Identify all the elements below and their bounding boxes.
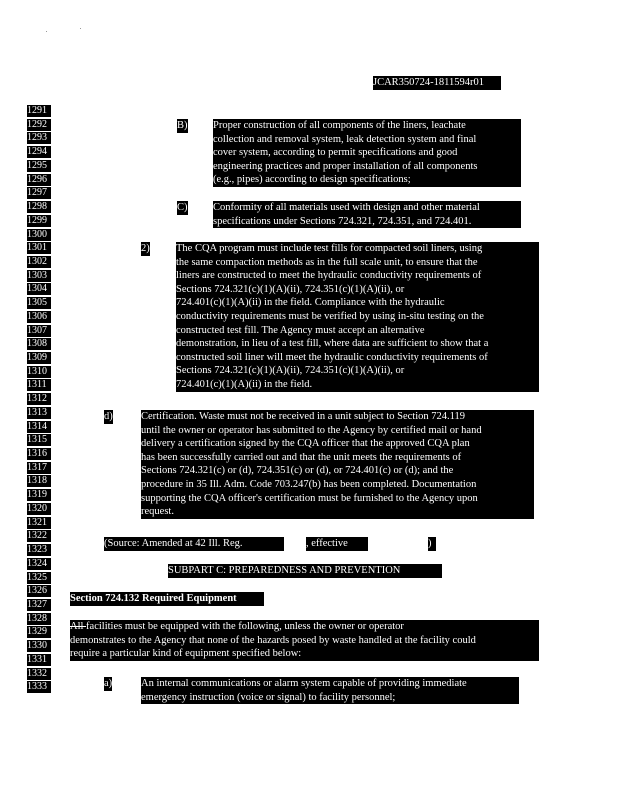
- text-line: Conformity of all materials used with design and other material: [213, 202, 480, 213]
- line-number: 1296: [27, 174, 51, 186]
- text-line: Proper construction of all components of the liners, leachate: [213, 120, 466, 131]
- text-line: the same compaction methods as in the full scale unit, to ensure that the: [176, 256, 478, 268]
- item-2-text: [176, 242, 539, 392]
- line-number: 1317: [27, 462, 51, 474]
- line-number: 1292: [27, 119, 51, 131]
- text-line: emergency instruction (voice or signal) to facility personnel;: [141, 691, 396, 703]
- line-number: 1315: [27, 434, 51, 446]
- text-line: constructed test fill. The Agency must accept an alternative: [176, 324, 425, 336]
- line-number: 1293: [27, 132, 51, 144]
- line-number: 1333: [27, 681, 51, 693]
- line-number: 1313: [27, 407, 51, 419]
- item-label-a: a): [104, 678, 113, 689]
- line-number: 1318: [27, 475, 51, 487]
- text-line: Sections 724.321(c)(1)(A)(ii), 724.351(c)(1)(A)(ii), or: [176, 365, 405, 377]
- line-number: 1322: [27, 530, 51, 542]
- text-line: constructed soil liner will meet the hydraulic conductivity requirements of: [176, 351, 488, 363]
- item-label-B: B): [177, 120, 188, 131]
- line-number: 1311: [27, 379, 51, 391]
- line-number: 1291: [27, 105, 51, 117]
- line-number: 1305: [27, 297, 51, 309]
- item-label-d: d): [104, 411, 113, 422]
- text-line: engineering practices and proper installation of all components: [213, 160, 478, 172]
- item-a-text: [141, 677, 519, 704]
- text-line: cover system, according to permit specifications and good: [213, 147, 458, 159]
- line-number: 1309: [27, 352, 51, 364]
- text-line: conductivity requirements must be verified by using in-situ testing on the: [176, 310, 484, 322]
- line-number: 1297: [27, 187, 51, 199]
- text-line: An internal communications or alarm system capable of providing immediate: [141, 678, 467, 689]
- source-close: ): [428, 537, 436, 551]
- text-line: demonstration, in lieu of a test fill, where data are sufficient to show that a: [176, 338, 489, 350]
- source-effective: , effective: [306, 537, 368, 551]
- text-line: procedure in 35 Ill. Adm. Code 703.247(b) has been completed. Documentation: [141, 478, 477, 490]
- text-line: delivery a certification signed by the CQA officer that the approved CQA plan: [141, 438, 470, 450]
- text-line: demonstrates to the Agency that none of the hazards posed by waste handled at the facility could: [70, 634, 476, 646]
- line-number: 1324: [27, 558, 51, 570]
- text-line: require a particular kind of equipment specified below:: [70, 648, 302, 660]
- item-label-2: 2): [141, 243, 150, 254]
- line-number: 1316: [27, 448, 51, 460]
- line-number: 1321: [27, 517, 51, 529]
- text-line: (e.g., pipes) according to design specifications;: [213, 174, 411, 186]
- text-line: specifications under Sections 724.321, 724.351, and 724.401.: [213, 215, 472, 227]
- line-number: 1329: [27, 626, 51, 638]
- scan-speck: [46, 31, 47, 32]
- line-number: 1310: [27, 366, 51, 378]
- item-C-text: [213, 201, 521, 228]
- line-number: 1326: [27, 585, 51, 597]
- line-number: 1306: [27, 311, 51, 323]
- struck-text: All: [70, 621, 87, 632]
- document-id: JCAR350724-1811594r01: [373, 76, 501, 90]
- line-number: 1320: [27, 503, 51, 515]
- section-heading: Section 724.132 Required Equipment: [70, 592, 264, 606]
- intro-paragraph: [70, 620, 539, 661]
- line-number: 1299: [27, 215, 51, 227]
- line-number: 1300: [27, 229, 51, 241]
- line-number: 1307: [27, 325, 51, 337]
- line-number: 1302: [27, 256, 51, 268]
- line-number: 1327: [27, 599, 51, 611]
- line-number: 1328: [27, 613, 51, 625]
- line-number: 1312: [27, 393, 51, 405]
- line-number: 1301: [27, 242, 51, 254]
- line-number: 1298: [27, 201, 51, 213]
- line-number: 1308: [27, 338, 51, 350]
- text-line: 724.401(c)(1)(A)(ii) in the field.: [176, 378, 313, 390]
- line-number: 1303: [27, 270, 51, 282]
- text-line: collection and removal system, leak detection system and final: [213, 133, 477, 145]
- line-number: 1332: [27, 668, 51, 680]
- text-line: The CQA program must include test fills for compacted soil liners, using: [176, 243, 483, 254]
- line-number: 1314: [27, 421, 51, 433]
- text-line: supporting the CQA officer's certification must be furnished to the Agency upon: [141, 492, 478, 504]
- item-d-text: [141, 410, 534, 519]
- line-number: 1325: [27, 572, 51, 584]
- text-line: Sections 724.321(c)(1)(A)(ii), 724.351(c)(1)(A)(ii), or: [176, 283, 405, 295]
- item-B-text: [213, 119, 521, 187]
- line-number: 1330: [27, 640, 51, 652]
- scan-speck: [80, 28, 81, 29]
- line-number: 1319: [27, 489, 51, 501]
- text-line: until the owner or operator has submitted to the Agency by certified mail or hand: [141, 424, 482, 436]
- text-line: [70, 620, 539, 634]
- source-note: (Source: Amended at 42 Ill. Reg.: [104, 537, 284, 551]
- line-number: 1331: [27, 654, 51, 666]
- text-segment: facilities must be equipped with the following, unless the owner or operator: [86, 621, 404, 632]
- line-number: 1304: [27, 283, 51, 295]
- subpart-heading: SUBPART C: PREPAREDNESS AND PREVENTION: [168, 564, 442, 578]
- text-line: has been successfully carried out and that the unit meets the requirements of: [141, 451, 462, 463]
- text-line: liners are constructed to meet the hydraulic conductivity requirements of: [176, 270, 482, 282]
- text-line: Certification. Waste must not be received in a unit subject to Section 724.119: [141, 411, 465, 422]
- item-label-C: C): [177, 202, 188, 213]
- line-number: 1294: [27, 146, 51, 158]
- line-number: 1295: [27, 160, 51, 172]
- text-line: request.: [141, 506, 174, 518]
- text-line: Sections 724.321(c) or (d), 724.351(c) or (d), or 724.401(c) or (d); and the: [141, 465, 454, 477]
- line-number: 1323: [27, 544, 51, 556]
- text-line: 724.401(c)(1)(A)(ii) in the field. Compliance with the hydraulic: [176, 297, 445, 309]
